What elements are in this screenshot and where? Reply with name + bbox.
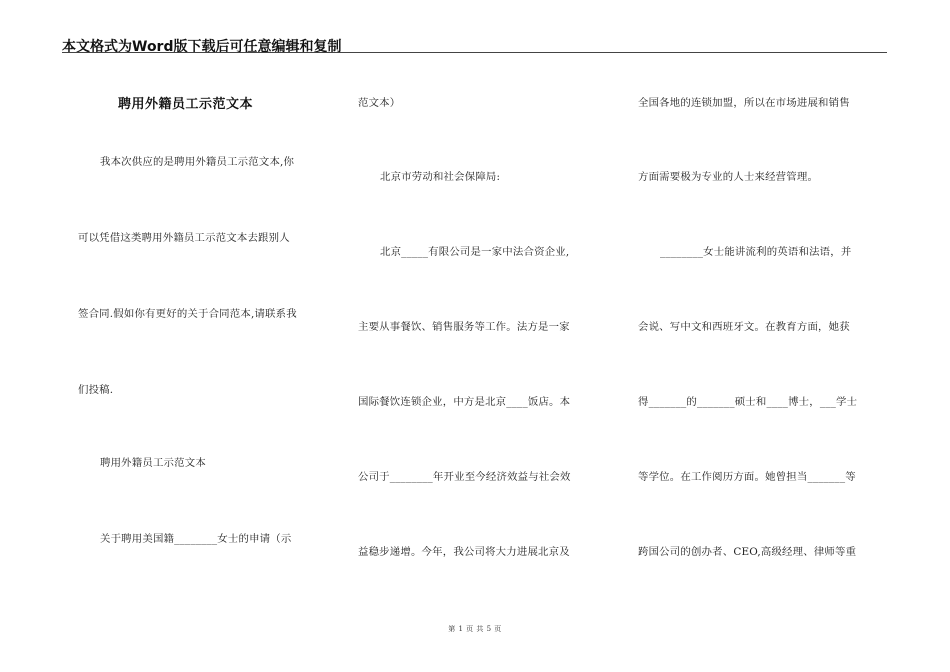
paragraph-line: 公司于________年开业至今经济效益与社会效 <box>358 471 571 483</box>
paragraph-line: 关于聘用美国籍________女士的申请（示 <box>100 533 292 545</box>
paragraph-line: 国际餐饮连锁企业，中方是北京____饭店。本 <box>358 396 571 408</box>
paragraph-line: 方面需要极为专业的人士来经营管理。 <box>638 171 819 183</box>
paragraph-line: 全国各地的连锁加盟，所以在市场进展和销售 <box>638 97 850 109</box>
section-heading: 聘用外籍员工示范文本 <box>100 457 206 469</box>
paragraph-line: 益稳步递增。今年，我公司将大力进展北京及 <box>358 546 570 558</box>
paragraph-line: 得_______的_______硕士和____博士，___学士 <box>638 396 858 408</box>
paragraph-line: 主要从事餐饮、销售服务等工作。法方是一家 <box>358 321 570 333</box>
paragraph-line: 范文本） <box>358 97 401 109</box>
paragraph-line: 会说、写中文和西班牙文。在教育方面，她获 <box>638 321 850 333</box>
header-divider <box>62 52 887 53</box>
paragraph-line: 跨国公司的创办者、CEO,高级经理、律师等重 <box>638 546 857 558</box>
document-title: 聘用外籍员工示范文本 <box>118 97 254 112</box>
paragraph-line: 们投稿. <box>78 384 114 396</box>
paragraph-line: 等学位。在工作阅历方面。她曾担当_______等 <box>638 471 856 483</box>
paragraph-line: 签合同.假如你有更好的关于合同范本,请联系我 <box>78 308 297 320</box>
paragraph-line: 可以凭借这类聘用外籍员工示范文本去跟别人 <box>78 232 290 244</box>
page-number: 第 1 页 共 5 页 <box>448 625 502 633</box>
paragraph-line: ________女士能讲流利的英语和法语，并 <box>660 246 852 258</box>
salutation: 北京市劳动和社会保障局: <box>380 171 501 183</box>
paragraph-line: 我本次供应的是聘用外籍员工示范文本,你 <box>100 156 295 168</box>
header-title: 本文格式为Word版下载后可任意编辑和复制 <box>62 39 342 55</box>
paragraph-line: 北京_____有限公司是一家中法合资企业, <box>380 246 570 258</box>
